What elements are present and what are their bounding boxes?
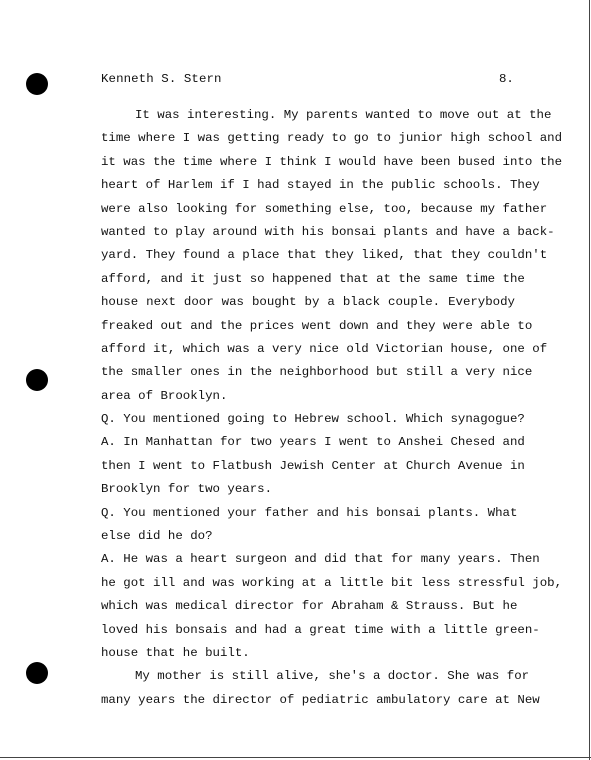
text-line: which was medical director for Abraham & Strauss. But he: [101, 599, 518, 614]
text-line: house next door was bought by a black couple. Everybody: [101, 295, 515, 310]
text-line: were also looking for something else, too, because my father: [101, 201, 548, 216]
text-line: My mother is still alive, she's a doctor. She was for: [135, 669, 530, 684]
text-line: area of Brooklyn.: [101, 388, 228, 403]
page-number: 8.: [499, 72, 514, 86]
transcript-body: [101, 104, 563, 712]
text-line: it was the time where I think I would have been bused into the: [101, 154, 563, 169]
header-interviewee-name: Kenneth S. Stern: [101, 72, 222, 86]
text-line: heart of Harlem if I had stayed in the public schools. They: [101, 178, 540, 193]
text-line: afford, and it just so happened that at the same time the: [101, 271, 525, 286]
question-line: Q. You mentioned your father and his bonsai plants. What: [101, 505, 518, 520]
page-edge-right: [589, 0, 590, 760]
text-line: house that he built.: [101, 645, 250, 660]
text-line: the smaller ones in the neighborhood but still a very nice: [101, 365, 533, 380]
text-line: freaked out and the prices went down and they were able to: [101, 318, 533, 333]
text-line: many years the director of pediatric ambulatory care at New: [101, 692, 540, 707]
text-line: time where I was getting ready to go to junior high school and: [101, 131, 563, 146]
text-line: yard. They found a place that they liked, that they couldn't: [101, 248, 548, 263]
punch-hole-top: [26, 73, 48, 95]
punch-hole-middle: [26, 369, 48, 391]
answer-line: A. In Manhattan for two years I went to Anshei Chesed and: [101, 435, 525, 450]
question-line: Q. You mentioned going to Hebrew school. Which synagogue?: [101, 412, 525, 427]
text-line: afford it, which was a very nice old Victorian house, one of: [101, 341, 548, 356]
text-line: wanted to play around with his bonsai plants and have a back-: [101, 224, 555, 239]
text-line: It was interesting. My parents wanted to move out at the: [135, 108, 552, 122]
answer-line: A. He was a heart surgeon and did that for many years. Then: [101, 552, 540, 567]
text-line: he got ill and was working at a little bit less stressful job,: [101, 575, 563, 590]
text-line: loved his bonsais and had a great time with a little green-: [101, 622, 540, 637]
text-line: else did he do?: [101, 529, 213, 544]
page-edge-bottom: [0, 757, 591, 758]
text-line: then I went to Flatbush Jewish Center at Church Avenue in: [101, 458, 525, 473]
text-line: Brooklyn for two years.: [101, 482, 273, 497]
punch-hole-bottom: [26, 662, 48, 684]
